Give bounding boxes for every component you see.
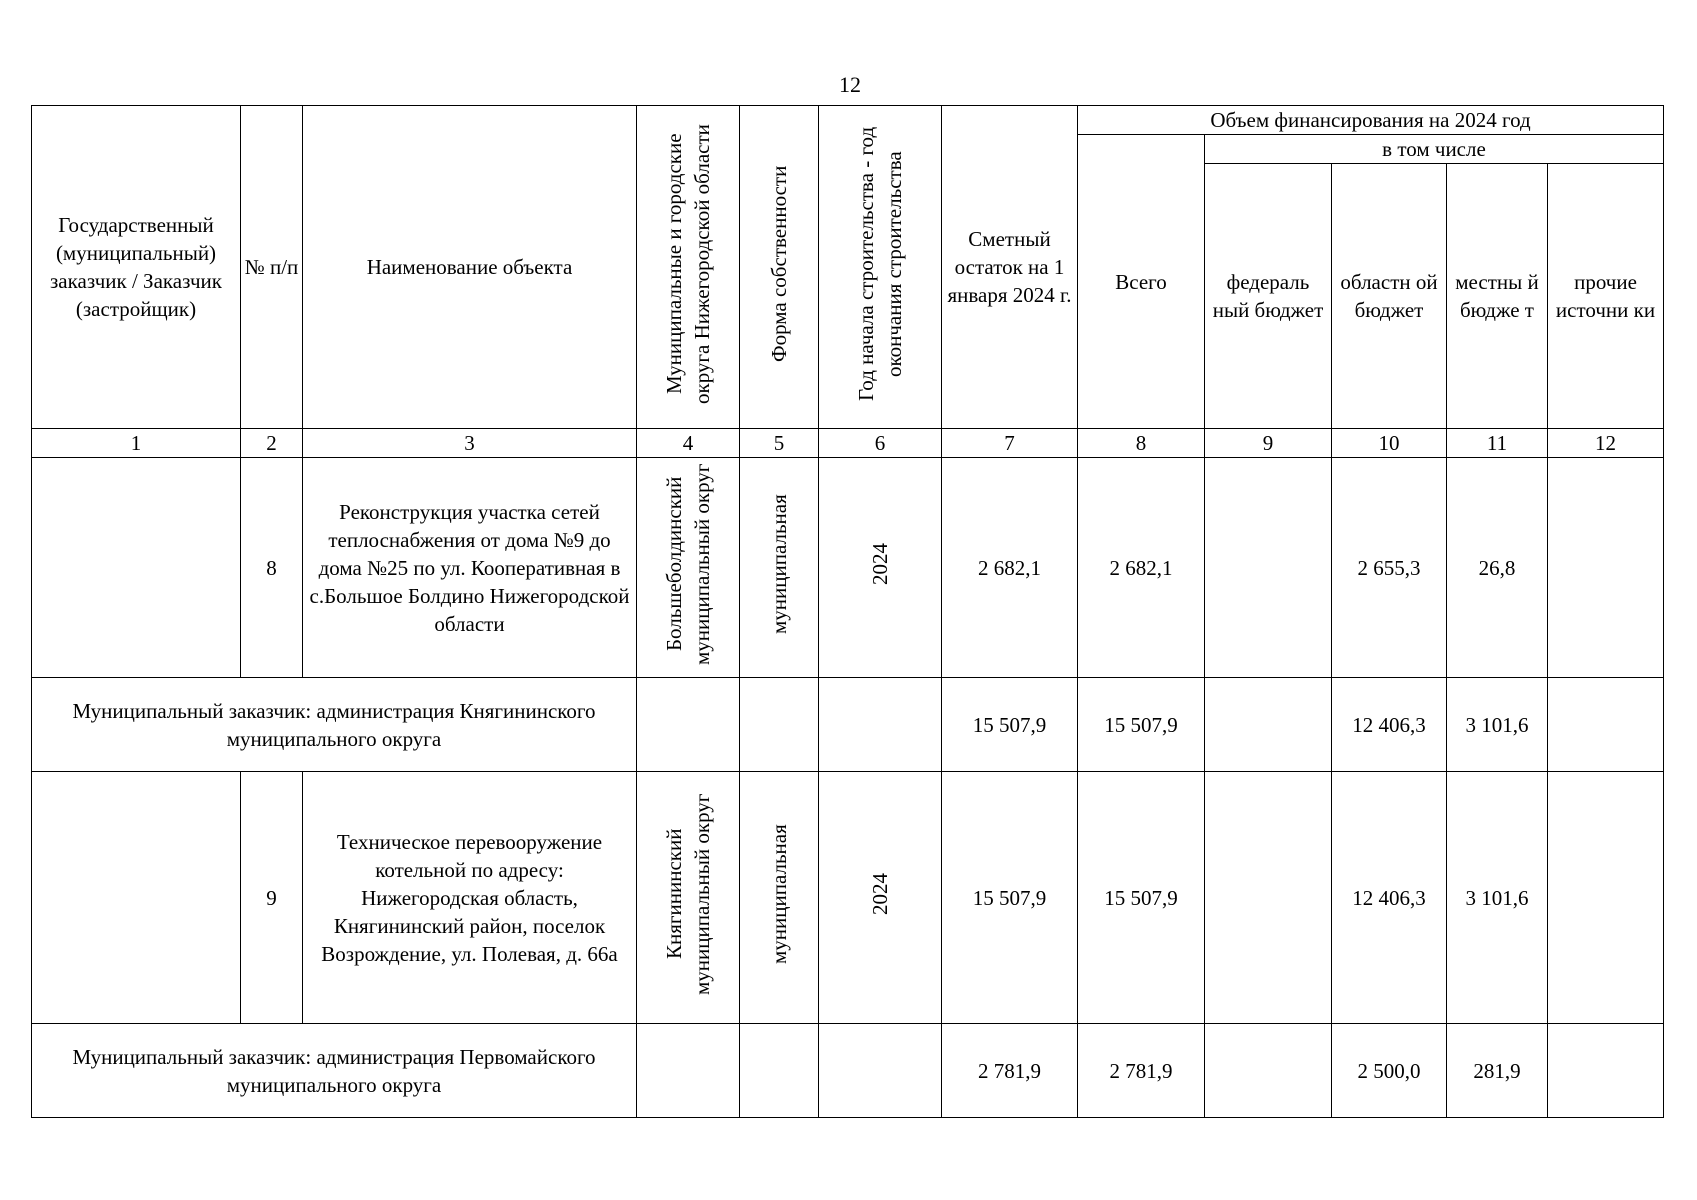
total: 15 507,9 bbox=[1078, 772, 1205, 1024]
column-number: 3 bbox=[303, 429, 637, 458]
column-number: 11 bbox=[1447, 429, 1548, 458]
ownership-cell bbox=[740, 772, 819, 1024]
customer-label: Муниципальный заказчик: администрация Княгининского муниципального округа bbox=[32, 678, 637, 772]
other bbox=[1548, 772, 1664, 1024]
regional: 2 500,0 bbox=[1332, 1024, 1447, 1118]
header-municipality: Муниципальные и городские округа Нижегородской области bbox=[662, 123, 714, 404]
empty-cell bbox=[637, 1024, 740, 1118]
federal bbox=[1205, 772, 1332, 1024]
estimated-balance: 15 507,9 bbox=[942, 772, 1078, 1024]
empty-cell bbox=[819, 1024, 942, 1118]
estimated-balance: 2 682,1 bbox=[942, 458, 1078, 678]
local: 3 101,6 bbox=[1447, 678, 1548, 772]
regional: 12 406,3 bbox=[1332, 678, 1447, 772]
header-object-name: Наименование объекта bbox=[303, 106, 637, 429]
header-other: прочие источни ки bbox=[1548, 164, 1664, 429]
estimated-balance: 2 781,9 bbox=[942, 1024, 1078, 1118]
header-federal: федераль ный бюджет bbox=[1205, 164, 1332, 429]
municipality: Княгининский муниципальный округ bbox=[662, 793, 714, 995]
header-years-cell bbox=[819, 106, 942, 429]
total: 15 507,9 bbox=[1078, 678, 1205, 772]
empty-cell bbox=[637, 678, 740, 772]
local: 3 101,6 bbox=[1447, 772, 1548, 1024]
header-row bbox=[32, 106, 1664, 135]
customer-row bbox=[32, 678, 1664, 772]
municipality: Большеболдинский муниципальный округ bbox=[662, 463, 714, 665]
empty-cell bbox=[819, 678, 942, 772]
municipality-cell bbox=[637, 772, 740, 1024]
header-number: № п/п bbox=[241, 106, 303, 429]
header-including: в том числе bbox=[1205, 135, 1664, 164]
customer-row bbox=[32, 1024, 1664, 1118]
total: 2 781,9 bbox=[1078, 1024, 1205, 1118]
years: 2024 bbox=[868, 543, 892, 585]
other bbox=[1548, 1024, 1664, 1118]
years-cell bbox=[819, 772, 942, 1024]
municipality-cell bbox=[637, 458, 740, 678]
table-row bbox=[32, 772, 1664, 1024]
column-number: 2 bbox=[241, 429, 303, 458]
years-cell bbox=[819, 458, 942, 678]
other bbox=[1548, 458, 1664, 678]
page-number: 12 bbox=[839, 72, 861, 97]
ownership: муниципальная bbox=[767, 824, 791, 964]
header-regional: областн ой бюджет bbox=[1332, 164, 1447, 429]
header-local: местны й бюдже т bbox=[1447, 164, 1548, 429]
regional: 12 406,3 bbox=[1332, 772, 1447, 1024]
column-number: 12 bbox=[1548, 429, 1664, 458]
other bbox=[1548, 678, 1664, 772]
ownership-cell bbox=[740, 458, 819, 678]
federal bbox=[1205, 458, 1332, 678]
column-number: 10 bbox=[1332, 429, 1447, 458]
header-funding-volume: Объем финансирования на 2024 год bbox=[1078, 106, 1664, 135]
object-name: Реконструкция участка сетей теплоснабжения от дома №9 до дома №25 по ул. Кооперативная в с.Большое Болдино Нижегородской области bbox=[303, 458, 637, 678]
table-row bbox=[32, 458, 1664, 678]
header-ownership-cell bbox=[740, 106, 819, 429]
total: 2 682,1 bbox=[1078, 458, 1205, 678]
column-number: 7 bbox=[942, 429, 1078, 458]
local: 281,9 bbox=[1447, 1024, 1548, 1118]
header-ownership: Форма собственности bbox=[767, 165, 791, 362]
local: 26,8 bbox=[1447, 458, 1548, 678]
empty-cell bbox=[740, 678, 819, 772]
row-number: 9 bbox=[241, 772, 303, 1024]
federal bbox=[1205, 1024, 1332, 1118]
estimated-balance: 15 507,9 bbox=[942, 678, 1078, 772]
ownership: муниципальная bbox=[767, 494, 791, 634]
federal bbox=[1205, 678, 1332, 772]
column-number: 5 bbox=[740, 429, 819, 458]
customer-label: Муниципальный заказчик: администрация Первомайского муниципального округа bbox=[32, 1024, 637, 1118]
years: 2024 bbox=[868, 873, 892, 915]
column-numbers-row bbox=[32, 429, 1664, 458]
column-number: 4 bbox=[637, 429, 740, 458]
header-customer: Государственный (муниципальный) заказчик / Заказчик (застройщик) bbox=[32, 106, 241, 429]
empty-cell bbox=[740, 1024, 819, 1118]
object-name: Техническое перевооружение котельной по адресу: Нижегородская область, Княгининский район, поселок Возрождение, ул. Полевая, д. 66а bbox=[303, 772, 637, 1024]
column-number: 6 bbox=[819, 429, 942, 458]
regional: 2 655,3 bbox=[1332, 458, 1447, 678]
header-total: Всего bbox=[1078, 135, 1205, 429]
row-number: 8 bbox=[241, 458, 303, 678]
column-number: 1 bbox=[32, 429, 241, 458]
column-number: 9 bbox=[1205, 429, 1332, 458]
header-estimated-balance: Сметный остаток на 1 января 2024 г. bbox=[942, 106, 1078, 429]
header-municipality-cell bbox=[637, 106, 740, 429]
financing-table bbox=[31, 105, 1664, 1118]
customer-cell-empty bbox=[32, 772, 241, 1024]
column-number: 8 bbox=[1078, 429, 1205, 458]
header-years: Год начала строительства - год окончания строительства bbox=[854, 126, 906, 401]
customer-cell-empty bbox=[32, 458, 241, 678]
